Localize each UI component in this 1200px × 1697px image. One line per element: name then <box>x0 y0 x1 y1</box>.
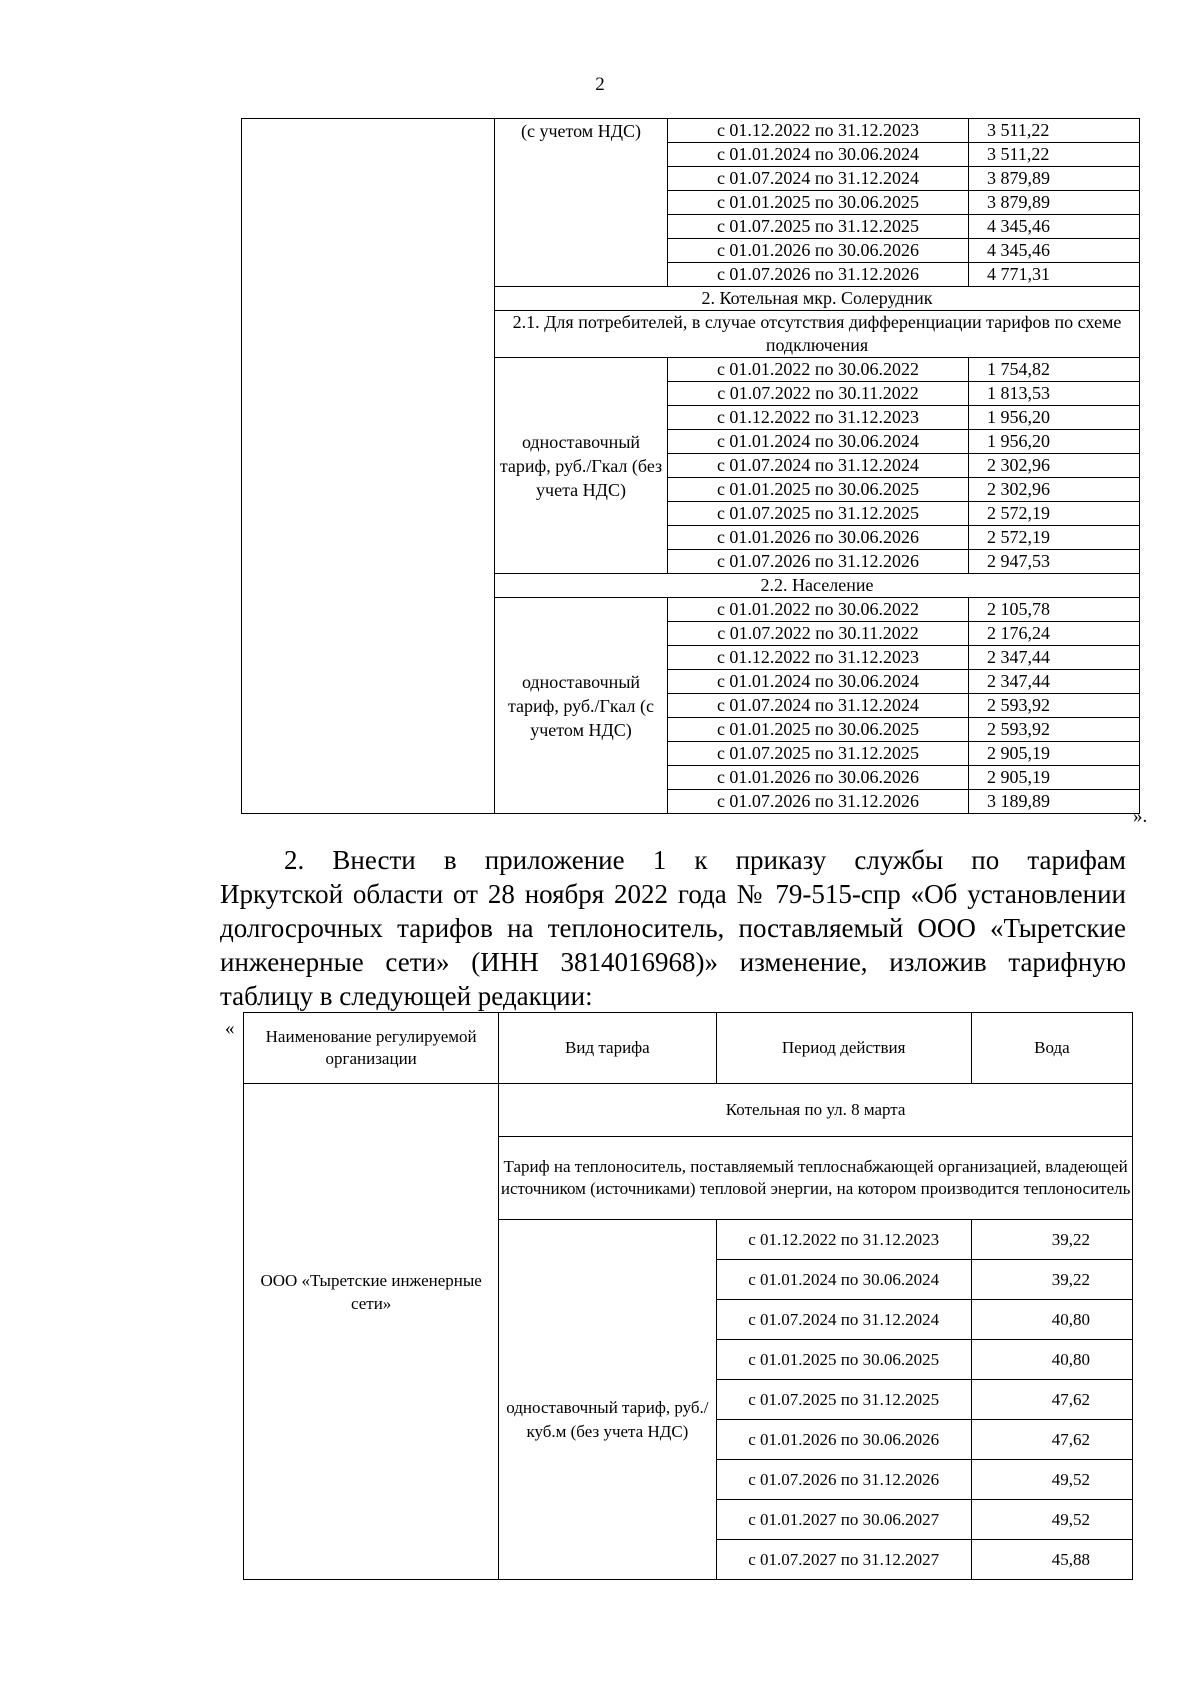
value-cell: 2 347,44 <box>969 670 1140 694</box>
tariff-type-cell: одноставочный тариф, руб./Гкал (с учетом НДС) <box>495 598 668 814</box>
value-cell: 4 771,31 <box>969 263 1140 287</box>
period-cell: с 01.07.2025 по 31.12.2025 <box>668 215 969 239</box>
tariff-type-cell: одноставочный тариф, руб./куб.м (без учета НДС) <box>499 1220 716 1580</box>
page-number: 2 <box>595 74 605 95</box>
period-cell: с 01.07.2024 по 31.12.2024 <box>668 454 969 478</box>
table-row <box>242 119 1140 143</box>
value-cell: 2 593,92 <box>969 694 1140 718</box>
period-cell: с 01.07.2026 по 31.12.2026 <box>716 1460 971 1500</box>
period-cell: с 01.01.2025 по 30.06.2025 <box>716 1340 971 1380</box>
header-period: Период действия <box>716 1013 971 1084</box>
value-cell: 39,22 <box>971 1260 1132 1300</box>
paragraph-line: долгосрочных тарифов на теплоноситель, поставляемый ООО «Тыретские <box>220 913 1126 943</box>
value-cell: 2 947,53 <box>969 550 1140 574</box>
value-cell: 3 511,22 <box>969 119 1140 143</box>
value-cell: 2 176,24 <box>969 622 1140 646</box>
period-cell: с 01.07.2024 по 31.12.2024 <box>668 167 969 191</box>
paragraph-line: таблицу в следующей редакции: <box>220 981 593 1011</box>
value-cell: 2 572,19 <box>969 526 1140 550</box>
table2-opening-quote: « <box>225 1018 235 1039</box>
header-type: Вид тарифа <box>499 1013 716 1084</box>
period-cell: с 01.01.2024 по 30.06.2024 <box>668 143 969 167</box>
subsection-title: 2.1. Для потребителей, в случае отсутствия дифференциации тарифов по схеме подключения <box>495 311 1140 358</box>
section-title: Котельная по ул. 8 марта <box>499 1084 1133 1137</box>
value-cell: 2 302,96 <box>969 454 1140 478</box>
period-cell: с 01.01.2026 по 30.06.2026 <box>668 526 969 550</box>
value-cell: 3 511,22 <box>969 143 1140 167</box>
value-cell: 2 905,19 <box>969 766 1140 790</box>
period-cell: с 01.07.2027 по 31.12.2027 <box>716 1540 971 1580</box>
paragraph-line: инженерные сети» (ИНН 3814016968)» изменение, изложив тарифную <box>220 947 1126 977</box>
period-cell: с 01.07.2024 по 31.12.2024 <box>716 1300 971 1340</box>
period-cell: с 01.07.2025 по 31.12.2025 <box>716 1380 971 1420</box>
org-cell-empty <box>242 119 495 814</box>
value-cell: 4 345,46 <box>969 215 1140 239</box>
table-header-row <box>244 1013 1133 1084</box>
paragraph-line: Иркутской области от 28 ноября 2022 года № 79-515-спр «Об установлении <box>220 879 1126 909</box>
value-cell: 1 754,82 <box>969 358 1140 382</box>
period-cell: с 01.07.2022 по 30.11.2022 <box>668 622 969 646</box>
value-cell: 1 956,20 <box>969 430 1140 454</box>
period-cell: с 01.07.2024 по 31.12.2024 <box>668 694 969 718</box>
period-cell: с 01.12.2022 по 31.12.2023 <box>668 119 969 143</box>
period-cell: с 01.07.2025 по 31.12.2025 <box>668 742 969 766</box>
value-cell: 2 105,78 <box>969 598 1140 622</box>
value-cell: 1 813,53 <box>969 382 1140 406</box>
value-cell: 2 347,44 <box>969 646 1140 670</box>
section-row <box>244 1084 1133 1137</box>
value-cell: 4 345,46 <box>969 239 1140 263</box>
coolant-tariff-table <box>243 1012 1133 1580</box>
period-cell: с 01.12.2022 по 31.12.2023 <box>668 406 969 430</box>
value-cell: 39,22 <box>971 1220 1132 1260</box>
period-cell: с 01.01.2026 по 30.06.2026 <box>668 239 969 263</box>
period-cell: с 01.01.2025 по 30.06.2025 <box>668 718 969 742</box>
value-cell: 49,52 <box>971 1460 1132 1500</box>
value-cell: 2 302,96 <box>969 478 1140 502</box>
period-cell: с 01.01.2024 по 30.06.2024 <box>668 430 969 454</box>
value-cell: 40,80 <box>971 1340 1132 1380</box>
period-cell: с 01.01.2022 по 30.06.2022 <box>668 358 969 382</box>
value-cell: 49,52 <box>971 1500 1132 1540</box>
paragraph-line: 2. Внести в приложение 1 к приказу службы по тарифам <box>284 845 1126 875</box>
header-org: Наименование регулируемой организации <box>244 1013 499 1084</box>
value-cell: 2 905,19 <box>969 742 1140 766</box>
period-cell: с 01.01.2026 по 30.06.2026 <box>716 1420 971 1460</box>
value-cell: 40,80 <box>971 1300 1132 1340</box>
period-cell: с 01.12.2022 по 31.12.2023 <box>716 1220 971 1260</box>
value-cell: 47,62 <box>971 1420 1132 1460</box>
period-cell: с 01.12.2022 по 31.12.2023 <box>668 646 969 670</box>
value-cell: 2 572,19 <box>969 502 1140 526</box>
amendment-paragraph <box>220 843 1126 1013</box>
period-cell: с 01.07.2026 по 31.12.2026 <box>668 550 969 574</box>
period-cell: с 01.01.2025 по 30.06.2025 <box>668 478 969 502</box>
value-cell: 3 879,89 <box>969 191 1140 215</box>
value-cell: 3 879,89 <box>969 167 1140 191</box>
period-cell: с 01.01.2022 по 30.06.2022 <box>668 598 969 622</box>
tariff-type-cell: (с учетом НДС) <box>495 119 668 287</box>
period-cell: с 01.07.2022 по 30.11.2022 <box>668 382 969 406</box>
tariff-type-cell: одноставочный тариф, руб./Гкал (без учета НДС) <box>495 358 668 574</box>
period-cell: с 01.01.2024 по 30.06.2024 <box>668 670 969 694</box>
value-cell: 3 189,89 <box>969 790 1140 814</box>
period-cell: с 01.01.2026 по 30.06.2026 <box>668 766 969 790</box>
value-cell: 1 956,20 <box>969 406 1140 430</box>
value-cell: 47,62 <box>971 1380 1132 1420</box>
period-cell: с 01.07.2026 по 31.12.2026 <box>668 263 969 287</box>
period-cell: с 01.01.2025 по 30.06.2025 <box>668 191 969 215</box>
tariff-table-continuation <box>241 118 1140 814</box>
section-title: 2. Котельная мкр. Солерудник <box>495 287 1140 311</box>
period-cell: с 01.07.2026 по 31.12.2026 <box>668 790 969 814</box>
subsection-title: 2.2. Население <box>495 574 1140 598</box>
org-name-cell: ООО «Тыретские инженерные сети» <box>244 1084 499 1580</box>
table1-closing-quote: ». <box>1133 806 1148 827</box>
header-value: Вода <box>971 1013 1132 1084</box>
period-cell: с 01.01.2024 по 30.06.2024 <box>716 1260 971 1300</box>
period-cell: с 01.07.2025 по 31.12.2025 <box>668 502 969 526</box>
value-cell: 2 593,92 <box>969 718 1140 742</box>
period-cell: с 01.01.2027 по 30.06.2027 <box>716 1500 971 1540</box>
section-description: Тариф на теплоноситель, поставляемый теплоснабжающей организацией, владеющей источником (источниками) тепловой энергии, на котором производится теплоноситель <box>499 1137 1133 1220</box>
value-cell: 45,88 <box>971 1540 1132 1580</box>
